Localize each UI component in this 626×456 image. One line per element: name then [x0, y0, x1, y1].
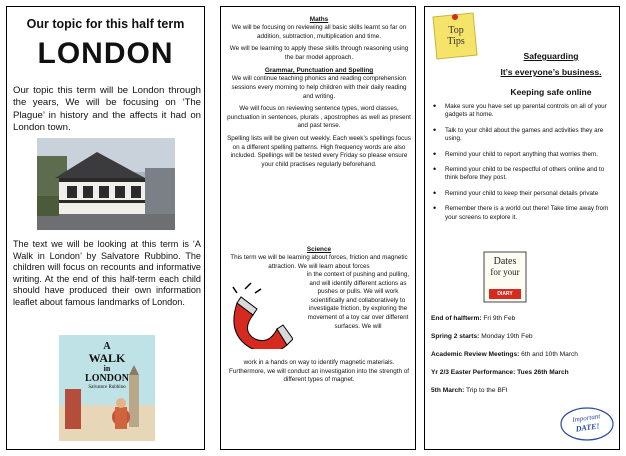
date-row	[431, 314, 619, 323]
important-line2: DATE!	[575, 421, 601, 434]
date-label: Academic Review Meetings:	[431, 351, 520, 358]
list-item: • Remind your child to report anything that worries them.	[431, 151, 617, 159]
gps-paragraph-2: We will focus on reviewing sentence types, word classes, punctuation in sentences, plurals , apostrophes as well as present and past tense.	[227, 105, 411, 130]
safeguarding-subheading: It’s everyone’s business.	[500, 67, 602, 77]
date-value: Tues 26th March	[515, 369, 569, 376]
date-row	[431, 350, 619, 359]
important-line1: Important	[571, 412, 601, 424]
book-title-line1: A	[103, 341, 111, 352]
book-title-line4: LONDON	[85, 373, 129, 384]
magnet-icon	[231, 279, 293, 349]
top-tips-line2: Tips	[447, 36, 465, 47]
gps-paragraph-1: We will continue teaching phonics and reading comprehension sessions every morning to help children with their daily reading and writing.	[231, 75, 407, 100]
date-value: 6th and 10th March	[519, 351, 578, 358]
maths-heading: Maths	[309, 16, 329, 23]
date-value: Monday 19th Feb	[479, 333, 533, 340]
top-tips-note-icon	[429, 11, 479, 61]
book-cover-image	[59, 335, 155, 441]
panel-subjects	[220, 6, 416, 450]
book-title-line2: WALK	[88, 351, 126, 365]
book-author: Salvatore Rubbino	[88, 385, 126, 390]
science-paragraph-right: in the context of pushing and pulling, and will identify different actions as pushes or pulls. We will work scientifically and collaboratively to investigate friction, by exploring the movement of a toy car over different surfaces. We will	[306, 271, 410, 330]
date-row	[431, 332, 619, 341]
london-building-photo	[37, 138, 175, 230]
date-value: Trip to the BFI	[464, 387, 508, 394]
important-date-stamp-icon	[559, 405, 615, 443]
book-title-line3: in	[103, 364, 111, 373]
dates-image-line2: for your	[490, 267, 520, 277]
top-tips-line1: Top	[448, 25, 464, 36]
date-label: Yr 2/3 Easter Performance:	[431, 369, 516, 376]
date-value: Fri 9th Feb	[481, 315, 516, 322]
gps-heading: Grammar, Punctuation and Spelling	[264, 67, 374, 75]
tips-list	[431, 103, 617, 229]
topic-text-description: The text we will be looking at this term is ‘A Walk in London’ by Salvatore Rubbino. The children will focus on recounts and informative writing. At the end of this half-term each child should have produced their own information leaflet about famous landmarks of London.	[13, 239, 201, 307]
maths-paragraph-1: We will be focusing on reviewing all basic skills learnt so far on addition, subtraction, multiplication and time.	[231, 24, 407, 40]
date-label: Spring 2 starts:	[431, 333, 480, 340]
date-row	[431, 368, 619, 377]
online-safety-heading: Keeping safe online	[510, 87, 592, 97]
list-item: • Remind your child to keep their personal details private	[431, 190, 617, 198]
topic-heading: LONDON	[37, 37, 174, 70]
key-dates	[431, 314, 619, 404]
dates-image-line3: DIARY	[497, 291, 513, 297]
date-row	[431, 386, 619, 395]
science-heading: Science	[306, 246, 332, 253]
list-item: • Talk to your child about the games and activities they are using.	[431, 127, 617, 144]
date-label: End of halfterm:	[431, 315, 482, 322]
science-paragraph-bottom: work in a hands on way to identify magnetic materials. Furthermore, we will conduct an investigation into the strength of different types of magnet.	[229, 359, 409, 384]
list-item: • Remind your child to be respectful of others online and to think before they post.	[431, 166, 617, 183]
science-intro: This term we will be learning about forces, friction and magnetic attraction. We will learn about forces	[230, 254, 408, 270]
dates-image-line1: Dates	[493, 256, 517, 267]
list-item: • Make sure you have set up parental controls on all of your gadgets at home.	[431, 103, 617, 120]
dates-for-diary-image	[483, 251, 527, 303]
panel-topic	[6, 6, 205, 450]
topic-intro: Our topic this term will be London through the years, We will be focusing on ‘The Plague’ in history and the affects it had on London town.	[13, 85, 201, 134]
maths-paragraph-2: We will be learning to apply these skills through reasoning using the bar model approach.	[229, 45, 409, 61]
panel-title: Our topic for this half term	[26, 17, 185, 31]
date-label: 5th March:	[431, 387, 465, 394]
safeguarding-heading: Safeguarding	[523, 51, 579, 61]
list-item: • Remember there is a world out there! Take time away from your screens to explore it.	[431, 205, 617, 222]
panel-safeguarding	[424, 6, 620, 450]
gps-paragraph-3: Spelling lists will be given out weekly. Each week’s spellings focus on a different spelling patterns. High frequency words are also included. Spellings will be tested every Friday so please ensure your child practises regularly beforehand.	[227, 134, 411, 168]
